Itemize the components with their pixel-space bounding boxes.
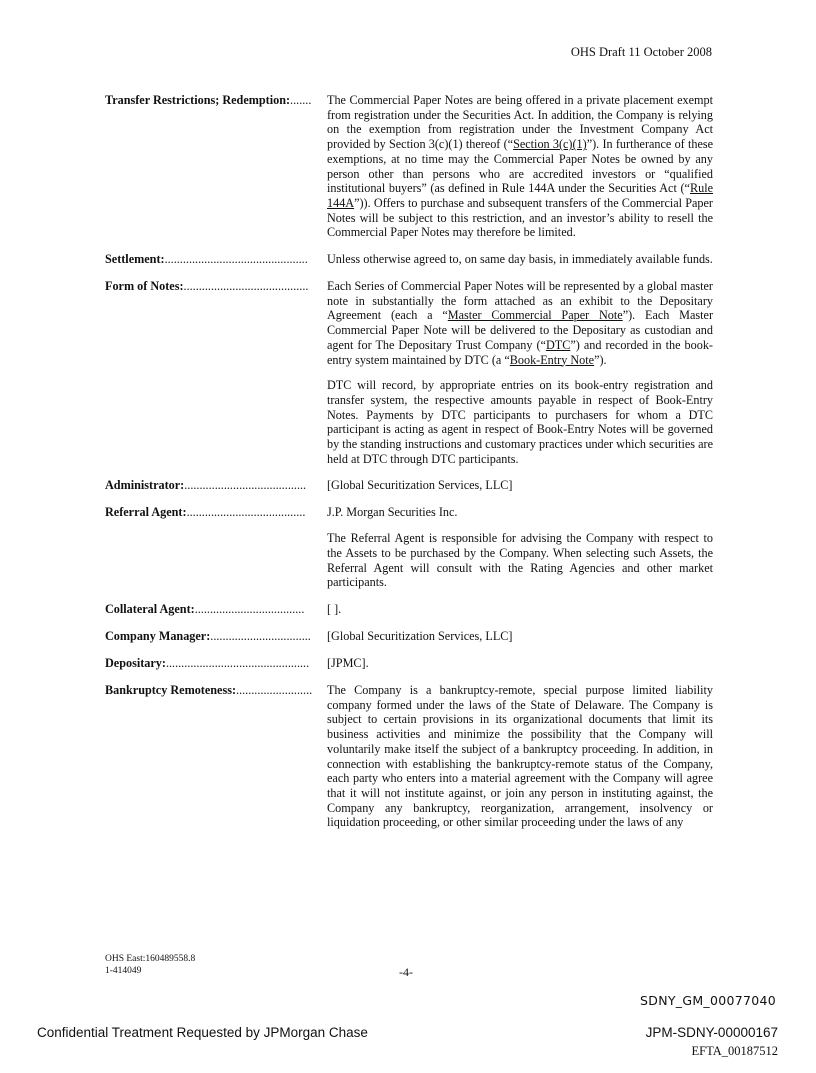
term-label-text: Depositary:	[105, 655, 166, 670]
definition-paragraph	[327, 93, 713, 240]
leader-dots: .......................................	[186, 505, 306, 520]
term-row	[105, 478, 713, 493]
term-label	[105, 279, 327, 466]
term-definition	[327, 656, 713, 671]
leader-dots: .................................	[210, 628, 311, 643]
term-definition	[327, 629, 713, 644]
defined-term: Rule 144A	[327, 181, 713, 210]
term-label-text: Transfer Restrictions; Redemption:	[105, 93, 291, 107]
confidential-notice: Confidential Treatment Requested by JPMorgan Chase	[37, 1025, 368, 1040]
defined-term: Master Commercial Paper Note	[447, 308, 623, 323]
definition-paragraph	[327, 602, 713, 617]
term-label-text: Settlement:	[105, 252, 165, 267]
defined-term: Book-Entry Note	[509, 352, 595, 367]
term-label-text: Collateral Agent:	[105, 601, 195, 616]
text-segment: The Company is a bankruptcy-remote, special purpose limited liability company formed under the laws of the State of Delaware. The Company is subject to certain provisions in its organizational documents that limit its business activities and minimize the possibility that the Company will voluntarily make itself the subject of a bankruptcy proceeding. In addition, in connection with establishing the bankruptcy-remote status of the Company, each party who enters into a material agreement with the Company will agree that it will not institute against, or join any person in instituting against, the Company any bankruptcy, reorganization, arrangement, insolvency or liquidation proceeding, or other similar proceeding under the laws of any	[327, 682, 713, 830]
term-row	[105, 656, 713, 671]
text-segment: ”).	[594, 352, 607, 367]
draft-header: OHS Draft 11 October 2008	[570, 45, 712, 59]
text-segment: [ ].	[327, 601, 342, 616]
leader-dots: .........................................	[183, 279, 309, 294]
term-label	[105, 478, 327, 493]
term-row	[105, 505, 713, 590]
efta-stamp: EFTA_00187512	[691, 1044, 778, 1058]
term-definition	[327, 505, 713, 590]
leader-dots: .......	[290, 93, 312, 107]
definition-paragraph	[327, 629, 713, 644]
term-label-text: Administrator:	[105, 478, 185, 493]
document-id-line-2: 1-414049	[105, 966, 142, 976]
term-label	[105, 683, 327, 830]
text-segment: [Global Securitization Services, LLC]	[327, 478, 513, 493]
leader-dots: ...............................................	[165, 655, 310, 670]
definition-paragraph	[327, 531, 713, 590]
definition-paragraph	[327, 478, 713, 493]
bates-stamp-gm: SDNY_GM_00077040	[640, 993, 776, 1008]
text-segment: ”). Each Master Commercial Paper Note will be delivered to the Depositary as custodian and agent for The Depositary Trust Company (“	[327, 308, 714, 352]
definition-paragraph	[327, 378, 713, 466]
term-label	[105, 602, 327, 617]
document-id-line-1: OHS East:160489558.8	[105, 954, 196, 964]
term-definition	[327, 252, 713, 267]
text-segment: Unless otherwise agreed to, on same day basis, in immediately available funds.	[327, 252, 713, 267]
term-definition	[327, 602, 713, 617]
text-segment: DTC will record, by appropriate entries on its book-entry registration and transfer system, the respective amounts payable in respect of Book-Entry Notes. Payments by DTC participants to purchasers for whom a DTC participant is acting as agent in respect of Book-Entry Notes will be governed by the standing instructions and customary practices under which securities are held at DTC through DTC participants.	[327, 378, 713, 466]
definition-paragraph	[327, 656, 713, 671]
defined-term: DTC	[545, 337, 571, 352]
text-segment: The Commercial Paper Notes are being offered in a private placement exempt from registration under the Securities Act. In addition, the Company is relying on the exemption from registration under the Investment Company Act provided by Section 3(c)(1) thereof (“	[327, 93, 713, 152]
definition-paragraph	[327, 683, 713, 830]
term-row	[105, 629, 713, 644]
term-row	[105, 93, 713, 240]
term-label-text: Company Manager:	[105, 628, 211, 643]
term-definition	[327, 93, 713, 240]
term-definition	[327, 478, 713, 493]
leader-dots: ........................................	[184, 478, 307, 493]
term-label	[105, 656, 327, 671]
term-row	[105, 279, 713, 466]
text-segment: [Global Securitization Services, LLC]	[327, 628, 513, 643]
text-segment: ”). In furtherance of these exemptions, at no time may the Commercial Paper Notes be owned by any person other than persons who are accredited investors or “qualified institutional buyers” (as defined in Rule 144A under the Securities Act (“	[327, 137, 714, 196]
term-label	[105, 505, 327, 590]
term-label-text: Referral Agent:	[105, 505, 187, 520]
text-segment: ”) and recorded in the book-entry system maintained by DTC (a “	[327, 337, 713, 367]
leader-dots: ...............................................	[164, 252, 308, 267]
definition-paragraph	[327, 505, 713, 520]
term-row	[105, 683, 713, 830]
definition-paragraph	[327, 279, 713, 367]
document-id	[105, 953, 195, 977]
term-label	[105, 629, 327, 644]
definition-paragraph	[327, 252, 713, 267]
text-segment: The Referral Agent is responsible for advising the Company with respect to the Assets to be purchased by the Company. When selecting such Assets, the Referral Agent will consult with the Rating Agencies and other market participants.	[327, 531, 713, 590]
term-label	[105, 93, 327, 240]
text-segment: J.P. Morgan Securities Inc.	[327, 505, 458, 520]
bates-stamp-jpm: JPM-SDNY-00000167	[645, 1025, 778, 1040]
term-sheet-body	[105, 93, 713, 842]
term-label	[105, 252, 327, 267]
term-row	[105, 602, 713, 617]
term-row	[105, 252, 713, 267]
leader-dots: .........................	[236, 682, 313, 697]
term-label-text: Form of Notes:	[105, 279, 184, 294]
text-segment: Each Series of Commercial Paper Notes will be represented by a global master note in substantially the form attached as an exhibit to the Depositary Agreement (each a “	[327, 279, 713, 323]
term-definition	[327, 279, 713, 466]
text-segment: [JPMC].	[327, 655, 369, 670]
page-number: -4-	[399, 965, 413, 979]
leader-dots: ....................................	[194, 601, 305, 616]
term-label-text: Bankruptcy Remoteness:	[105, 682, 237, 697]
term-definition	[327, 683, 713, 830]
text-segment: ”)). Offers to purchase and subsequent transfers of the Commercial Paper Notes will be subject to this restriction, and an investor’s ability to resell the Commercial Paper Notes may therefore be limited.	[327, 195, 713, 240]
defined-term: Section 3(c)(1)	[513, 137, 587, 152]
